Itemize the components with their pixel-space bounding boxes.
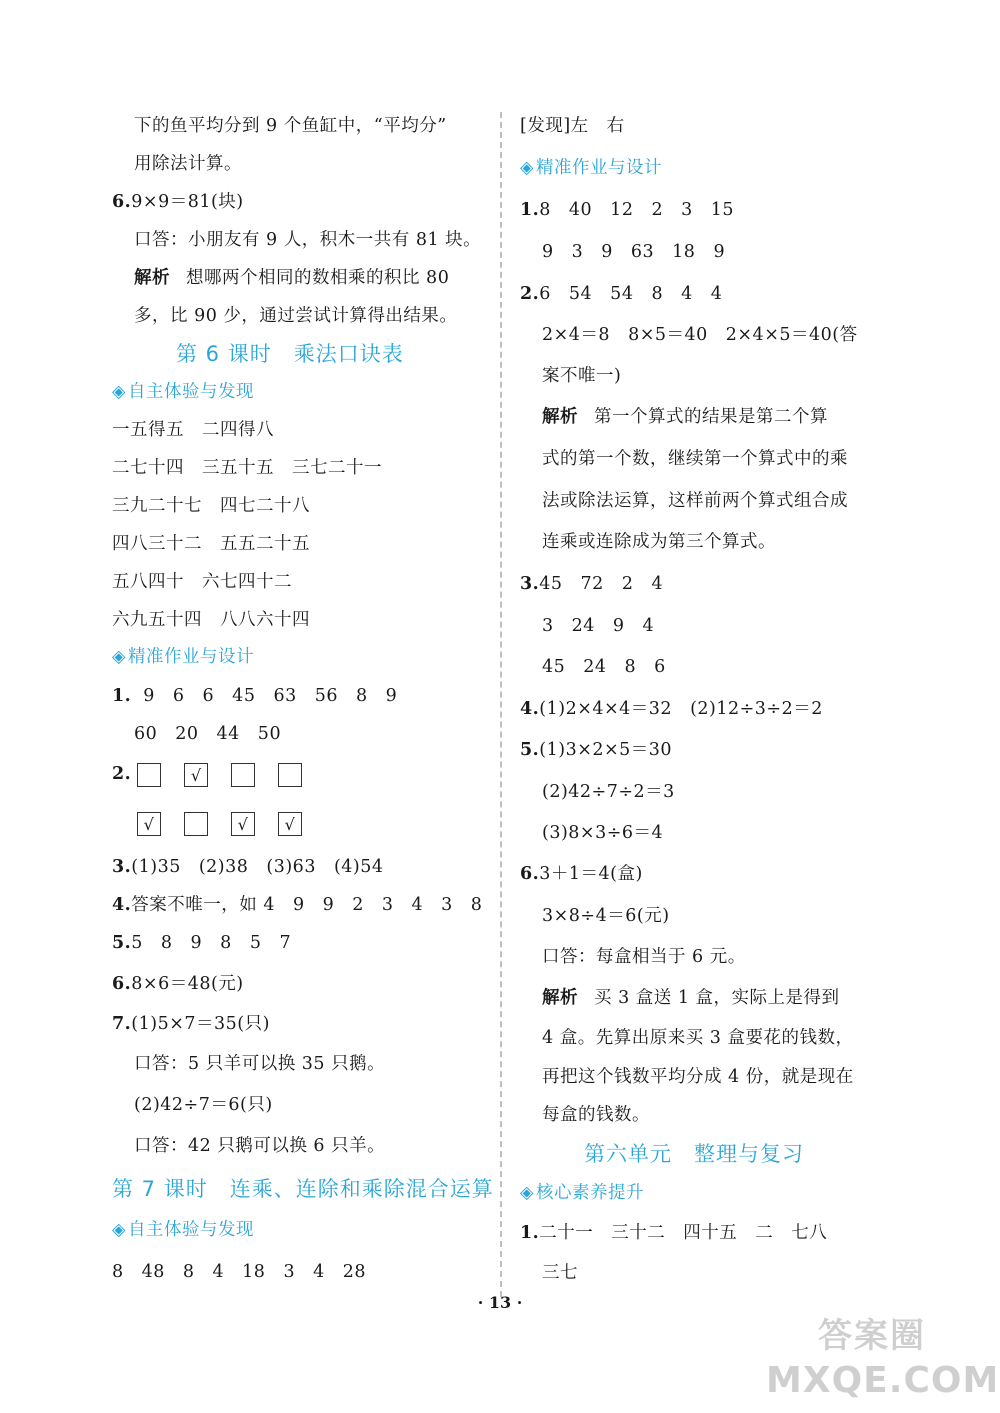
diamond-icon: ◈ [112,382,126,402]
question-6 [112,190,244,214]
section-label: 自主体验与发现 [127,1220,254,1240]
checkbox: √ [137,812,161,836]
analysis-text: 想哪两个相同的数相乘的积比 80 [186,268,450,288]
question-text: (1)3×2×5＝30 [539,740,673,760]
answer-2 [112,762,325,787]
question-number: 5. [520,740,540,760]
question-text: (1)35 (2)38 (3)63 (4)54 [131,857,384,877]
lesson-7-title: 第 7 课时 连乘、连除和乘除混合运算 [112,1177,494,1201]
lesson-6-title: 第 6 课时 乘法口诀表 [176,342,404,366]
answer-line: (2)42÷7÷2＝3 [542,782,675,802]
checkbox: √ [278,812,302,836]
answer-line: 8 48 8 4 18 3 4 28 [112,1262,366,1282]
section-label: 精准作业与设计 [535,158,662,178]
analysis-line: 4 盒。先算出原来买 3 盒要花的钱数， [542,1028,854,1048]
checkbox [278,763,302,787]
answer-4 [112,893,482,917]
formula-line: 三九二十七 四七二十八 [112,496,310,516]
diamond-icon: ◈ [520,1183,534,1203]
formula-line: 四八三十二 五五二十五 [112,534,310,554]
answer-line: 2×4＝8 8×5＝40 2×4×5＝40(答 [542,325,858,345]
answer-line: 口答：每盒相当于 6 元。 [542,947,746,967]
answer-line: 口答：小朋友有 9 人，积木一共有 81 块。 [134,230,482,250]
answer-line: 案不唯一) [542,366,622,386]
answer-2 [520,282,722,306]
section-heading [112,1218,254,1242]
answer-5 [520,738,672,762]
question-text: 8 40 12 2 3 15 [539,200,734,220]
question-number: 4. [520,699,540,719]
answer-1 [520,1221,827,1245]
formula-line: 一五得五 二四得八 [112,420,274,440]
analysis-line: 式的第一个数，继续第一个算式中的乘 [542,449,848,469]
question-text: 45 72 2 4 [539,574,664,594]
question-text: 9×9＝81(块) [131,192,244,212]
watermark-brand: 答案圈 [818,1316,926,1356]
analysis-line: 法或除法运算，这样前两个算式组合成 [542,491,848,511]
question-number: 7. [112,1014,132,1034]
section-heading [112,380,254,404]
analysis-line: 再把这个钱数平均分成 4 份，就是现在 [542,1067,854,1087]
question-number: 1. [520,1223,540,1243]
question-text: 答案不唯一，如 4 9 9 2 3 4 3 8 [131,895,483,915]
checkbox [184,812,208,836]
answer-5 [112,931,291,955]
analysis-label: 解析 [542,407,578,427]
answer-6 [520,862,643,886]
question-text: 6 54 54 8 4 4 [539,284,723,304]
answer-line: 3 24 9 4 [542,616,655,636]
analysis-line [542,986,840,1010]
answer-3 [112,855,384,879]
question-text: 5 8 9 8 5 7 [131,933,292,953]
answer-3 [520,572,663,596]
section-label: 核心素养提升 [535,1183,644,1203]
answer-7 [112,1012,270,1036]
answer-line: 口答：42 只鹅可以换 6 只羊。 [134,1136,386,1156]
formula-line: 六九五十四 八八六十四 [112,610,310,630]
question-number: 3. [520,574,540,594]
question-number: 3. [112,857,132,877]
checkbox: √ [184,763,208,787]
text-line: 用除法计算。 [134,154,242,174]
section-label: 自主体验与发现 [127,382,254,402]
question-number: 2. [112,764,132,784]
diamond-icon: ◈ [112,647,126,667]
question-text: (1)5×7＝35(只) [131,1014,270,1034]
analysis-text: 第一个算式的结果是第二个算 [594,407,828,427]
section-heading [520,156,662,180]
checkbox [231,763,255,787]
question-number: 6. [112,974,132,994]
watermark-logo [762,1308,1000,1408]
answer-6 [112,972,244,996]
column-divider [500,112,502,1297]
answer-4 [520,697,823,721]
question-number: 1. [520,200,540,220]
analysis-label: 解析 [542,988,578,1008]
question-text: (1)2×4×4＝32 (2)12÷3÷2＝2 [539,699,823,719]
analysis-line: 连乘或连除成为第三个算式。 [542,532,776,552]
unit-6-title: 第六单元 整理与复习 [584,1142,804,1166]
question-text: 9 6 6 45 63 56 8 9 [143,686,398,706]
section-heading [112,645,254,669]
question-number: 1. [112,686,132,706]
answer-line: 三七 [542,1263,578,1283]
answer-line: 9 3 9 63 18 9 [542,242,726,262]
diamond-icon: ◈ [520,158,534,178]
question-text: 3＋1＝4(盒) [539,864,643,884]
question-number: 2. [520,284,540,304]
section-heading [520,1181,644,1205]
formula-line: 五八四十 六七四十二 [112,572,292,592]
analysis-label: 解析 [134,268,170,288]
answer-line: (2)42÷7＝6(只) [134,1095,273,1115]
answer-line: 口答：5 只羊可以换 35 只鹅。 [134,1054,386,1074]
question-number: 6. [112,192,132,212]
analysis-line [134,266,449,290]
question-number: 5. [112,933,132,953]
question-number: 6. [520,864,540,884]
answer-1 [520,198,734,222]
answer-line: 3×8÷4＝6(元) [542,906,670,926]
question-text: 二十一 三十二 四十五 二 七八 [539,1223,828,1243]
analysis-text: 买 3 盒送 1 盒，实际上是得到 [594,988,840,1008]
formula-line: 二七十四 三五十五 三七二十一 [112,458,382,478]
section-label: 精准作业与设计 [127,647,254,667]
answer-1 [112,684,397,708]
analysis-line: 多，比 90 少，通过尝试计算得出结果。 [134,306,458,326]
checkbox [137,763,161,787]
discovery-line: [发现]左 右 [520,116,625,136]
diamond-icon: ◈ [112,1220,126,1240]
analysis-line: 每盒的钱数。 [542,1105,650,1125]
page-number: · 13 · [477,1293,523,1312]
answer-line: 45 24 8 6 [542,657,666,677]
question-text: 8×6＝48(元) [131,974,244,994]
question-number: 4. [112,895,132,915]
checkbox: √ [231,812,255,836]
analysis-line [542,405,828,429]
watermark-site: MXQE.COM [766,1360,1000,1401]
answer-line: (3)8×3÷6＝4 [542,823,664,843]
text-line: 下的鱼平均分到 9 个鱼缸中，“平均分” [134,116,447,136]
answer-2-row2 [137,811,325,836]
answer-line: 60 20 44 50 [134,724,282,744]
